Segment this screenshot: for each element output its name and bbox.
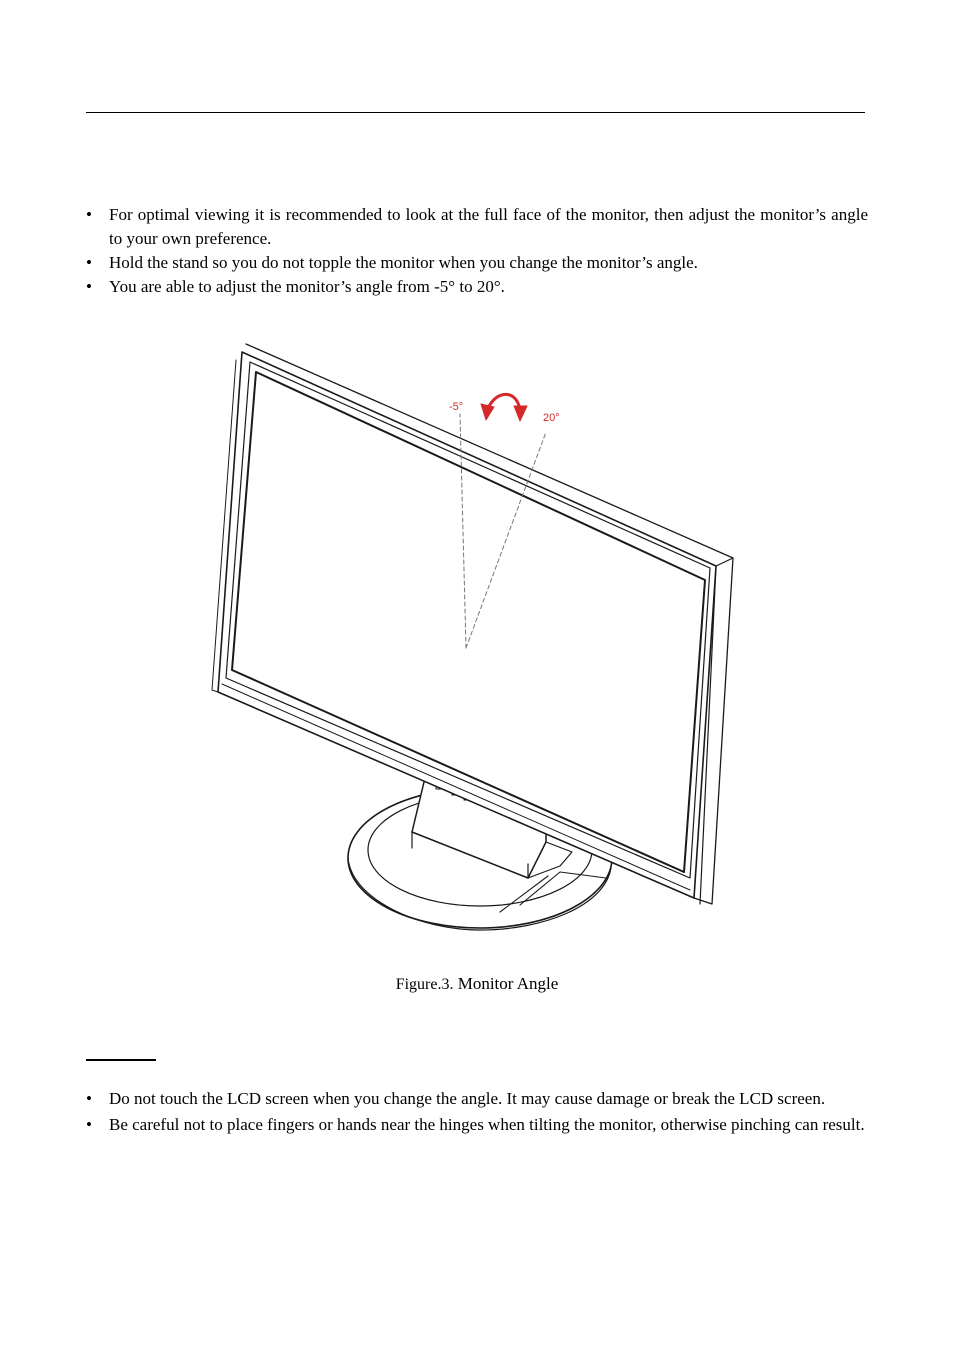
list-item	[86, 1087, 868, 1111]
list-item	[86, 203, 868, 251]
list-item-text: For optimal viewing it is recommended to look at the full face of the monitor, then adjust the monitor’s angle to your own preference.	[109, 205, 868, 248]
caption-number: Figure.3.	[395, 976, 454, 993]
list-item-text: Hold the stand so you do not topple the monitor when you change the monitor’s angle.	[109, 253, 698, 272]
base-edge	[348, 858, 611, 930]
list-item	[86, 251, 868, 275]
list-item-text: Do not touch the LCD screen when you change the angle. It may cause damage or break the LCD screen.	[109, 1089, 826, 1108]
caption-title: Monitor Angle	[457, 974, 559, 993]
bullet-icon: •	[86, 1089, 92, 1108]
arrowhead-left-icon	[481, 404, 494, 420]
caution-list	[86, 1087, 868, 1139]
arrowhead-right-icon	[514, 406, 527, 421]
bullet-icon: •	[86, 277, 92, 296]
base-groove	[500, 876, 548, 912]
note-rule	[86, 1059, 156, 1061]
bullet-icon: •	[86, 205, 92, 224]
monitor-angle-figure	[210, 335, 750, 940]
bullet-icon: •	[86, 1115, 92, 1134]
angle-adjustment-list	[86, 203, 868, 299]
list-item-text: You are able to adjust the monitor’s angle from -5° to 20°.	[109, 277, 505, 296]
angle-label-plus: 20°	[543, 412, 560, 424]
list-item	[86, 1113, 868, 1137]
list-item-text: Be careful not to place fingers or hands near the hinges when tilting the monitor, otherwise pinching can result.	[109, 1115, 865, 1134]
bullet-icon: •	[86, 253, 92, 272]
angle-label-minus: -5°	[449, 401, 464, 413]
list-item	[86, 275, 868, 299]
header-rule	[86, 112, 865, 113]
figure-caption	[0, 972, 954, 997]
